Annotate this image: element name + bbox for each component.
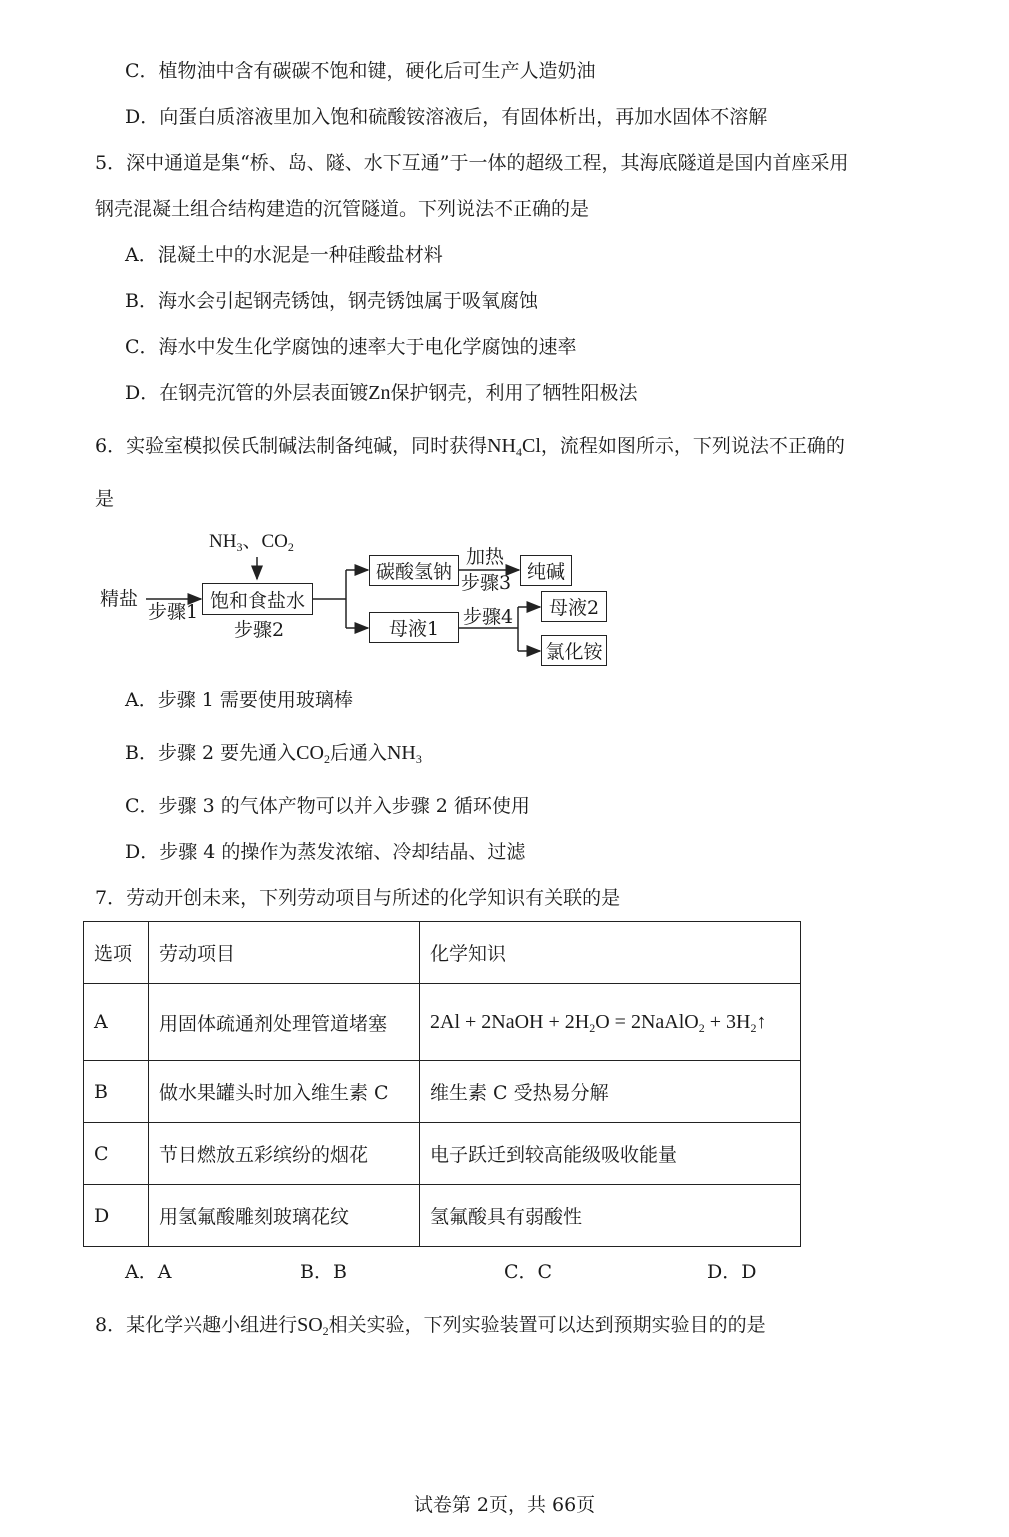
q4-option-c: C．植物油中含有碳碳不饱和键，硬化后可生产人造奶油 <box>125 60 596 82</box>
q5-option-c: C．海水中发生化学腐蚀的速率大于电化学腐蚀的速率 <box>125 336 577 358</box>
step2-label: 步骤2 <box>234 619 285 641</box>
table-row <box>84 1061 801 1123</box>
q5-stem-line1: 5．深中通道是集“桥、岛、隧、水下互通”于一体的超级工程，其海底隧道是国内首座采用 <box>95 152 849 174</box>
q6-stem-line2: 是 <box>95 488 115 510</box>
formula-nh3-sub: 3 <box>415 752 422 766</box>
page-footer: 试卷第 2页，共 66页 <box>413 1494 596 1516</box>
formula-nh4cl-cl: Cl <box>521 435 541 457</box>
formula-so2-sub: 2 <box>322 1324 329 1338</box>
formula-nh3-nh: NH <box>386 742 416 764</box>
q6-stem-text-end: ，流程如图所示，下列说法不正确的 <box>540 435 845 457</box>
mother2-box: 母液2 <box>541 591 607 622</box>
reagent-nh: NH <box>209 531 237 552</box>
row-a-task: 用固体疏通剂处理管道堵塞 <box>149 984 420 1061</box>
q7-choice-d: D．D <box>707 1261 757 1283</box>
formula-so2-so: SO <box>297 1314 323 1336</box>
salt-label: 精盐 <box>100 588 139 610</box>
q7-choice-a: A．A <box>125 1261 172 1283</box>
q6-option-a: A．步骤 1 需要使用玻璃棒 <box>125 689 353 711</box>
q6-option-b-text: B．步骤 2 要先通入 <box>125 742 297 764</box>
step4-label: 步骤4 <box>463 606 514 628</box>
q7-stem: 7．劳动开创未来，下列劳动项目与所述的化学知识有关联的是 <box>95 887 621 909</box>
q7-table <box>83 921 801 1247</box>
soda-box: 纯碱 <box>520 555 572 586</box>
equation-sub: 2 <box>750 1020 757 1035</box>
equation-sub: 2 <box>698 1020 705 1035</box>
q8-stem-text: 8．某化学兴趣小组进行 <box>95 1314 298 1336</box>
row-a-equation <box>420 984 801 1061</box>
formula-co2-sub: 2 <box>323 752 330 766</box>
formula-nh3 <box>387 742 422 764</box>
q4-option-d: D．向蛋白质溶液里加入饱和硫酸铵溶液后，有固体析出，再加水固体不溶解 <box>125 106 768 128</box>
reagent-co: 、CO <box>242 531 288 552</box>
reagent-nh-sub: 3 <box>236 540 243 554</box>
q6-option-b <box>125 740 422 766</box>
row-b-knowledge: 维生素 C 受热易分解 <box>420 1061 801 1123</box>
row-d-task: 用氢氟酸雕刻玻璃花纹 <box>149 1185 420 1247</box>
table-row <box>84 1185 801 1247</box>
q5-stem-line2: 钢壳混凝土组合结构建造的沉管隧道。下列说法不正确的是 <box>95 198 590 220</box>
q6-option-b-mid: 后通入 <box>329 742 387 764</box>
formula-so2 <box>297 1314 329 1336</box>
q6-stem-text: 6．实验室模拟侯氏制碱法制备纯碱，同时获得 <box>95 435 488 457</box>
equation-sub: 2 <box>589 1020 596 1035</box>
q5-option-d-text: D．在钢壳沉管的外层表面镀 <box>125 382 369 404</box>
reagent-co-sub: 2 <box>287 540 294 554</box>
mother1-box: 母液1 <box>369 612 459 643</box>
q5-option-d-text-end: 保护钢壳，利用了牺牲阳极法 <box>390 382 638 404</box>
reagents-label <box>209 530 294 554</box>
flow-arrows <box>0 0 1009 700</box>
heat-label: 加热 <box>466 546 505 568</box>
equation-part: 2Al + 2NaOH + 2H <box>430 1010 590 1033</box>
row-c-task: 节日燃放五彩缤纷的烟花 <box>149 1123 420 1185</box>
step1-label: 步骤1 <box>148 601 199 623</box>
formula-zn: Zn <box>368 382 391 404</box>
formula-nh4cl-nh: NH <box>487 435 516 457</box>
formula-co2 <box>296 742 330 764</box>
nh4cl-box: 氯化铵 <box>541 635 607 666</box>
row-c-knowledge: 电子跃迁到较高能级吸收能量 <box>420 1123 801 1185</box>
q7-choice-c: C．C <box>504 1261 553 1283</box>
step3-label: 步骤3 <box>461 572 512 594</box>
header-option: 选项 <box>84 922 149 984</box>
row-a-option: A <box>84 984 149 1061</box>
q5-option-a: A．混凝土中的水泥是一种硅酸盐材料 <box>125 244 443 266</box>
header-knowledge: 化学知识 <box>420 922 801 984</box>
table-row <box>84 984 801 1061</box>
q6-option-d: D．步骤 4 的操作为蒸发浓缩、冷却结晶、过滤 <box>125 841 526 863</box>
gas-arrow: ↑ <box>756 1010 767 1033</box>
row-c-option: C <box>84 1123 149 1185</box>
row-d-option: D <box>84 1185 149 1247</box>
formula-co2-co: CO <box>296 742 324 764</box>
q7-choice-b: B．B <box>300 1261 347 1283</box>
equation-part: + 3H <box>704 1010 751 1033</box>
brine-box: 饱和食盐水 <box>202 583 313 615</box>
table-header-row <box>84 922 801 984</box>
q6-option-c: C．步骤 3 的气体产物可以并入步骤 2 循环使用 <box>125 795 530 817</box>
row-b-option: B <box>84 1061 149 1123</box>
row-b-task: 做水果罐头时加入维生素 C <box>149 1061 420 1123</box>
q8-stem <box>95 1312 766 1338</box>
q5-option-b: B．海水会引起钢壳锈蚀，钢壳锈蚀属于吸氧腐蚀 <box>125 290 538 312</box>
equation-part: O = 2NaAlO <box>595 1010 699 1033</box>
formula-nh4cl-sub: 4 <box>515 445 522 459</box>
table-row <box>84 1123 801 1185</box>
q8-stem-text-end: 相关实验，下列实验装置可以达到预期实验目的的是 <box>328 1314 766 1336</box>
header-task: 劳动项目 <box>149 922 420 984</box>
nahco3-box: 碳酸氢钠 <box>369 555 459 586</box>
row-d-knowledge: 氢氟酸具有弱酸性 <box>420 1185 801 1247</box>
